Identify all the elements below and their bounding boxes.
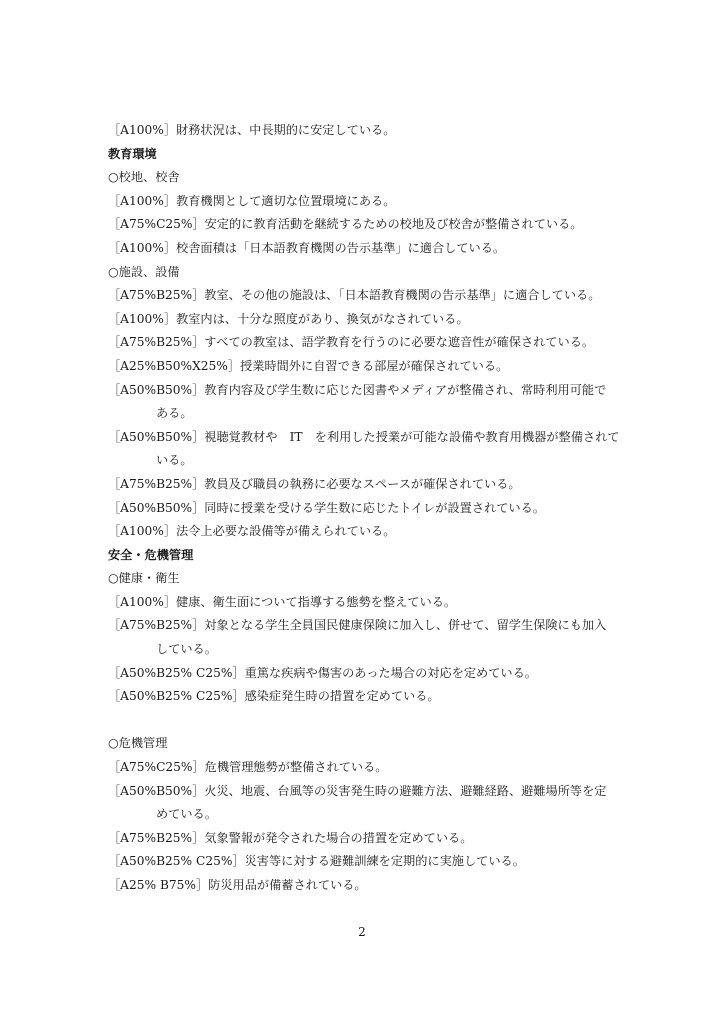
checklist-item: ［A75%B25%］教員及び職員の執務に必要なスペースが確保されている。 xyxy=(108,476,521,491)
item-continuation: いる。 xyxy=(156,453,193,468)
blank-line xyxy=(108,709,626,733)
subsection-heading: ○危機管理 xyxy=(108,736,168,751)
checklist-item: ［A50%B50%］教育内容及び学生数に応じた図書やメディアが整備され、常時利用可能で xyxy=(108,382,607,397)
checklist-item: ［A25% B75%］防災用品が備蓄されている。 xyxy=(108,878,367,892)
checklist-item: ［A75%B25%］教室、その他の施設は、「日本語教育機関の告示基準」に適合している。 xyxy=(108,288,601,303)
checklist-item: ［A100%］法令上必要な設備等が備えられている。 xyxy=(108,524,396,539)
subsection-heading: ○校地、校舎 xyxy=(108,170,180,185)
section-heading: 教育環境 xyxy=(108,146,157,161)
subsection-heading: ○施設、設備 xyxy=(108,264,180,279)
checklist-item: ［A50%B25% C25%］重篤な疾病や傷害のあった場合の対応を定めている。 xyxy=(108,665,537,680)
checklist-item: ［A50%B50%］同時に授業を受ける学生数に応じたトイレが設置されている。 xyxy=(108,500,545,515)
checklist-item: ［A100%］校舎面積は「日本語教育機関の告示基準」に適合している。 xyxy=(108,240,506,255)
checklist-item: ［A75%B25%］気象警報が発令された場合の措置を定めている。 xyxy=(108,830,473,845)
checklist-item: ［A50%B50%］火災、地震、台風等の災害発生時の避難方法、避難経路、避難場所等を定 xyxy=(108,783,607,798)
checklist-item: ［A100%］教育機関として適切な位置環境にある。 xyxy=(108,193,396,208)
page-number: 2 xyxy=(358,925,366,939)
checklist-item: ［A75%B25%］すべての教室は、語学教育を行うのに必要な遮音性が確保されている。 xyxy=(108,335,595,350)
item-continuation: している。 xyxy=(156,642,217,657)
checklist-item: ［A100%］健康、衛生面について指導する態勢を整えている。 xyxy=(108,594,457,609)
checklist-item: ［A100%］財務状況は、中長期的に安定している。 xyxy=(108,123,396,137)
checklist-item: ［A75%C25%］安定的に教育活動を継続するための校地及び校舎が整備されている。 xyxy=(108,217,583,232)
checklist-item: ［A100%］教室内は、十分な照度があり、換気がなされている。 xyxy=(108,311,469,326)
checklist-item: ［A50%B50%］視聴覚教材や IT を利用した授業が可能な設備や教育用機器が整備されて xyxy=(108,429,620,444)
item-continuation: めている。 xyxy=(156,807,217,822)
section-heading: 安全・危機管理 xyxy=(108,547,194,562)
item-continuation: ある。 xyxy=(156,406,193,421)
checklist-item: ［A75%B25%］対象となる学生全員国民健康保険に加入し、併せて、留学生保険にも加入 xyxy=(108,618,607,633)
checklist-item: ［A25%B50%X25%］授業時間外に自習できる部屋が確保されている。 xyxy=(108,358,509,373)
document-body xyxy=(108,119,626,898)
checklist-item: ［A50%B25% C25%］感染症発生時の措置を定めている。 xyxy=(108,689,440,704)
checklist-item: ［A50%B25% C25%］災害等に対する避難訓練を定期的に実施している。 xyxy=(108,854,525,869)
subsection-heading: ○健康・衛生 xyxy=(108,571,180,586)
checklist-item: ［A75%C25%］危機管理態勢が整備されている。 xyxy=(108,760,388,775)
